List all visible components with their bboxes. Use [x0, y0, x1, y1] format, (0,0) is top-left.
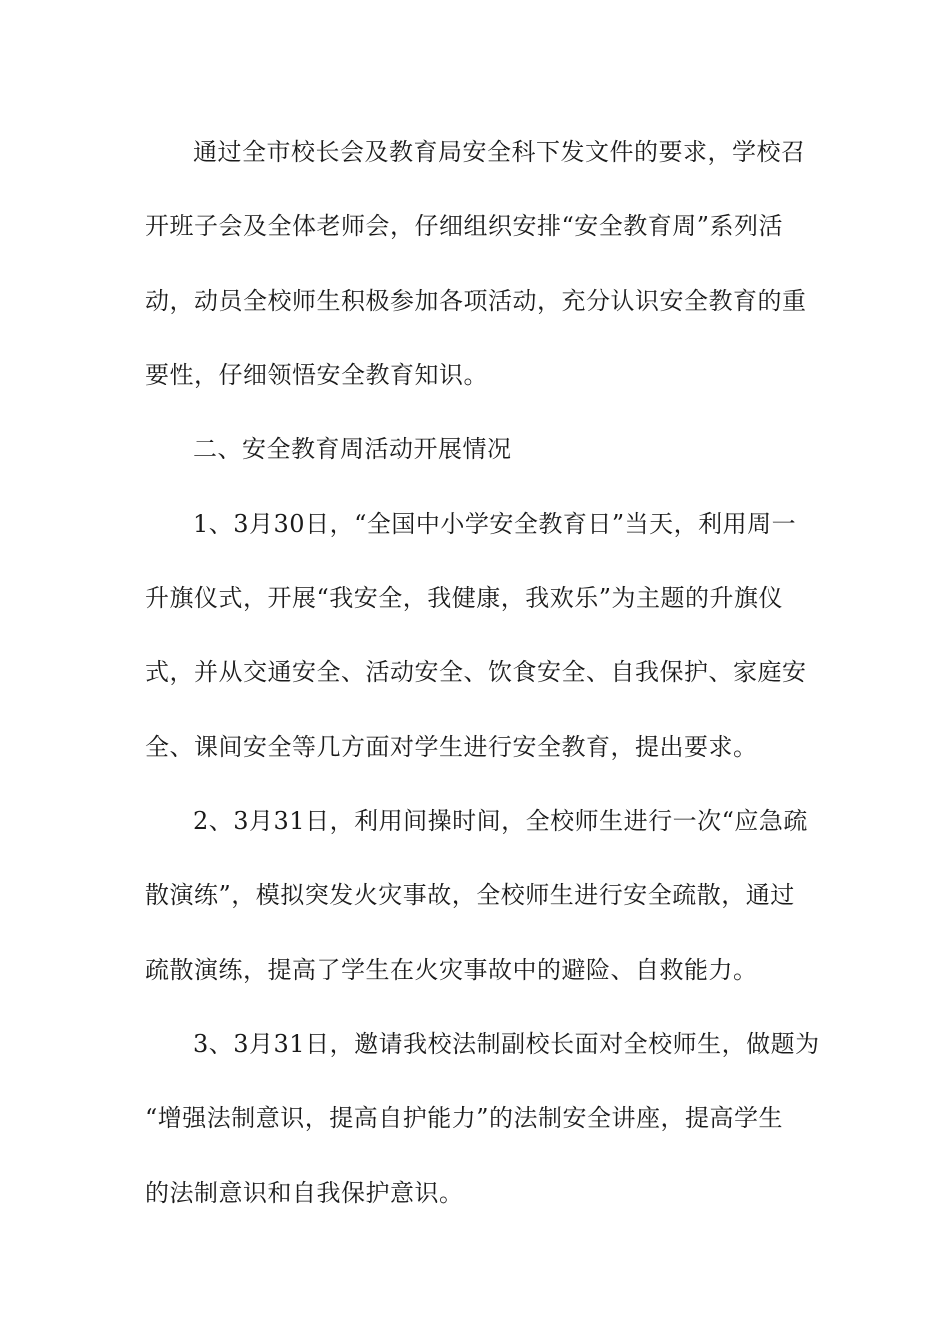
paragraph-1-line-2: 开班子会及全体老师会，仔细组织安排“安全教育周”系列活	[145, 212, 784, 240]
item-3-line-2: “增强法制意识，提高自护能力”的法制安全讲座，提高学生	[145, 1104, 784, 1132]
item-1-line-4: 全、课间安全等几方面对学生进行安全教育，提出要求。	[145, 733, 758, 761]
paragraph-1-line-4: 要性，仔细领悟安全教育知识。	[145, 361, 488, 389]
item-2-line-1: 2、3月31日，利用间操时间，全校师生进行一次“应急疏	[193, 807, 808, 835]
section-heading: 二、安全教育周活动开展情况	[193, 435, 512, 463]
paragraph-1-line-3: 动，动员全校师生积极参加各项活动，充分认识安全教育的重	[145, 287, 807, 315]
item-1-line-3: 式，并从交通安全、活动安全、饮食安全、自我保护、家庭安	[145, 658, 807, 686]
item-1-line-2: 升旗仪式，开展“我安全，我健康，我欢乐”为主题的升旗仪	[145, 584, 784, 612]
item-2-line-3: 疏散演练，提高了学生在火灾事故中的避险、自救能力。	[145, 956, 758, 984]
item-3-line-1: 3、3月31日，邀请我校法制副校长面对全校师生，做题为	[193, 1030, 820, 1058]
paragraph-1-line-1: 通过全市校长会及教育局安全科下发文件的要求，学校召	[193, 138, 806, 166]
item-1-line-1: 1、3月30日，“全国中小学安全教育日”当天，利用周一	[193, 510, 797, 538]
item-3-line-3: 的法制意识和自我保护意识。	[145, 1179, 464, 1207]
item-2-line-2: 散演练”，模拟突发火灾事故，全校师生进行安全疏散，通过	[145, 881, 795, 909]
